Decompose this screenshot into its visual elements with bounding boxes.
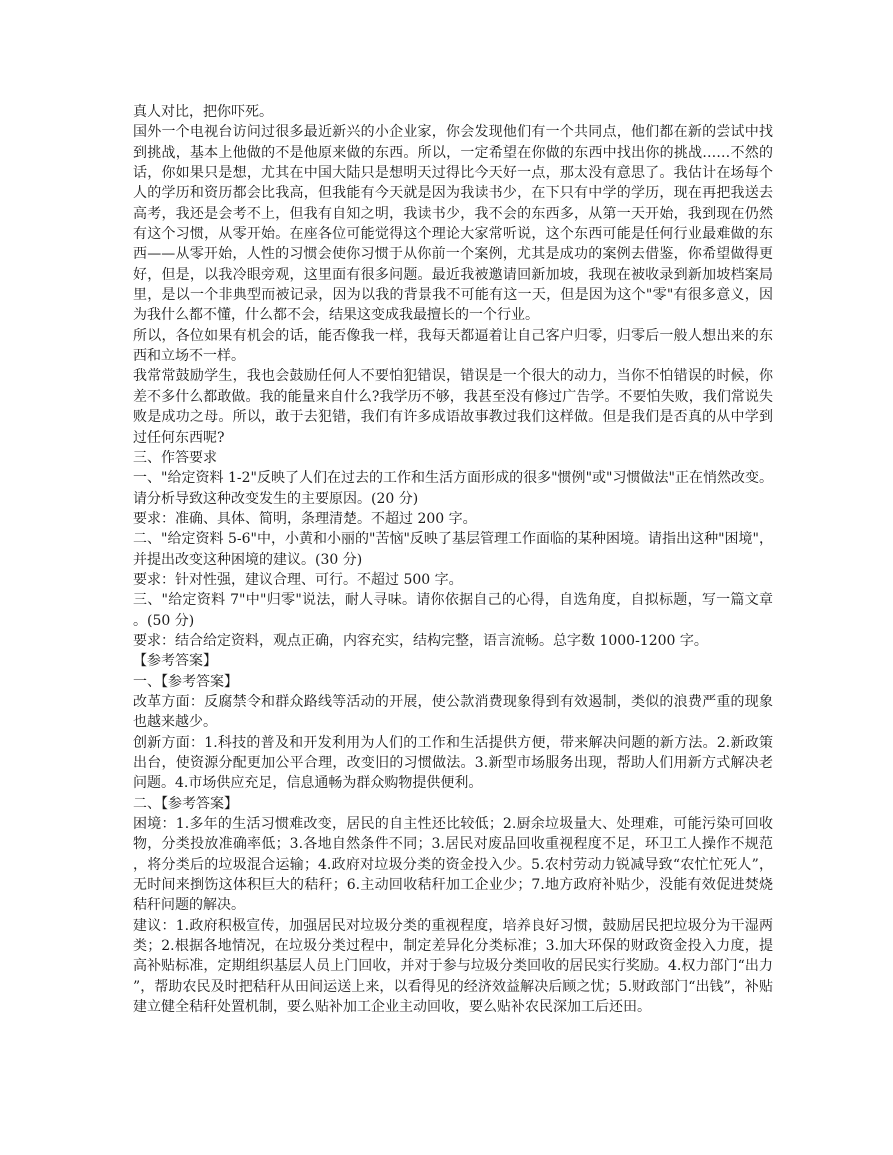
question-1: 一、"给定资料 1-2"反映了人们在过去的工作和生活方面形成的很多"惯例"或"习惯做法"正在悄然改变。请分析导致这种改变发生的主要原因。(20 分) xyxy=(133,470,773,507)
answer-paragraph: 困境：1.多年的生活习惯难改变，居民的自主性还比较低；2.厨余垃圾量大、处理难，可能污染可回收物，分类投放准确率低；3.各地自然条件不同；3.居民对废品回收重视程度不足，环卫工人操作不规范，将分类后的垃圾混合运输；4.政府对垃圾分类的资金投入少。5.农村劳动力锐减导致“农忙忙死人”，无时间来捯饬这体积巨大的秸秆；6.主动回收秸秆加工企业少；7.地方政府补贴少，没能有效促进焚烧秸秆问题的解决。 xyxy=(133,816,773,914)
document-body xyxy=(133,102,773,1017)
answer-paragraph: 改革方面：反腐禁令和群众路线等活动的开展，使公款消费现象得到有效遏制，类似的浪费严重的现象也越来越少。 xyxy=(133,693,773,731)
answer-paragraph: 创新方面：1.科技的普及和开发利用为人们的工作和生活提供方便，带来解决问题的新方法。2.新政策出台，使资源分配更加公平合理，改变旧的习惯做法。3.新型市场服务出现，帮助人们用新方式解决老问题。4.市场供应充足，信息通畅为群众购物提供便利。 xyxy=(133,734,773,792)
requirement-1: 要求：准确、具体、简明，条理清楚。不超过 200 字。 xyxy=(133,510,477,527)
paragraph: 真人对比，把你吓死。 xyxy=(133,104,273,120)
requirement-3: 要求：结合给定资料，观点正确，内容充实，结构完整，语言流畅。总字数 1000-1200 字。 xyxy=(133,632,708,649)
paragraph: 我常常鼓励学生，我也会鼓励任何人不要怕犯错误，错误是一个很大的动力，当你不怕错误的时候，你差不多什么都敢做。我的能量来自什么?我学历不够，我甚至没有修过广告学。不要怕失败，我们常说失败是成功之母。所以，敢于去犯错，我们有许多成语故事教过我们这样做。但是我们是否真的从中学到过任何东西呢? xyxy=(133,368,773,446)
requirement-2: 要求：针对性强，建议合理、可行。不超过 500 字。 xyxy=(133,571,463,588)
paragraph: 所以，各位如果有机会的话，能否像我一样，我每天都逼着让自己客户归零，归零后一般人想出来的东西和立场不一样。 xyxy=(133,327,773,365)
answer-1-heading: 一、【参考答案】 xyxy=(133,673,238,690)
answer-paragraph: 建议：1.政府积极宣传，加强居民对垃圾分类的重视程度，培养良好习惯，鼓励居民把垃圾分为干湿两类；2.根据各地情况，在垃圾分类过程中，制定差异化分类标准；3.加大环保的财政资金投入力度，提高补贴标准，定期组织基层人员上门回收，并对于参与垃圾分类回收的居民实行奖励。4.权力部门“出力”，帮助农民及时把秸秆从田间运送上来，以看得见的经济效益解决后顾之忧；5.财政部门“出钱”，补贴建立健全秸秆处置机制，要么贴补加工企业主动回收，要么贴补农民深加工后还田。 xyxy=(133,917,773,1016)
paragraph: 国外一个电视台访问过很多最近新兴的小企业家，你会发现他们有一个共同点，他们都在新的尝试中找到挑战，基本上他做的不是他原来做的东西。所以，一定希望在你做的东西中找出你的挑战……不然的话，你如果只是想，尤其在中国大陆只是想明天过得比今天好一点，那太没有意思了。我估计在场每个人的学历和资历都会比我高，但我能有今天就是因为我读书少，在下只有中学的学历，现在再把我送去高考，我还是会考不上，但我有自知之明，我读书少，我不会的东西多，从第一天开始，我到现在仍然有这个习惯，从零开始。在座各位可能觉得这个理论大家常听说，这个东西可能是任何行业最难做的东西——从零开始，人性的习惯会使你习惯于从你前一个案例，尤其是成功的案例去借鉴，你希望做得更好，但是，以我冷眼旁观，这里面有很多问题。最近我被邀请回新加坡，我现在被收录到新加坡档案局里，是以一个非典型而被记录，因为以我的背景我不可能有这一天，但是因为这个"零"有很多意义，因为我什么都不懂，什么都不会，结果这变成我最擅长的一个行业。 xyxy=(133,124,773,324)
question-3: 三、"给定资料 7"中"归零"说法，耐人寻味。请你依据自己的心得，自选角度，自拟标题，写一篇文章。(50 分) xyxy=(133,592,773,629)
answer-heading: 【参考答案】 xyxy=(133,653,217,670)
section-heading: 三、作答要求 xyxy=(133,449,217,466)
question-2: 二、"给定资料 5-6"中，小黄和小丽的"苦恼"反映了基层管理工作面临的某种困境。请指出这种"困境"，并提出改变这种困境的建议。(30 分) xyxy=(133,531,773,568)
answer-2-heading: 二、【参考答案】 xyxy=(133,795,238,812)
